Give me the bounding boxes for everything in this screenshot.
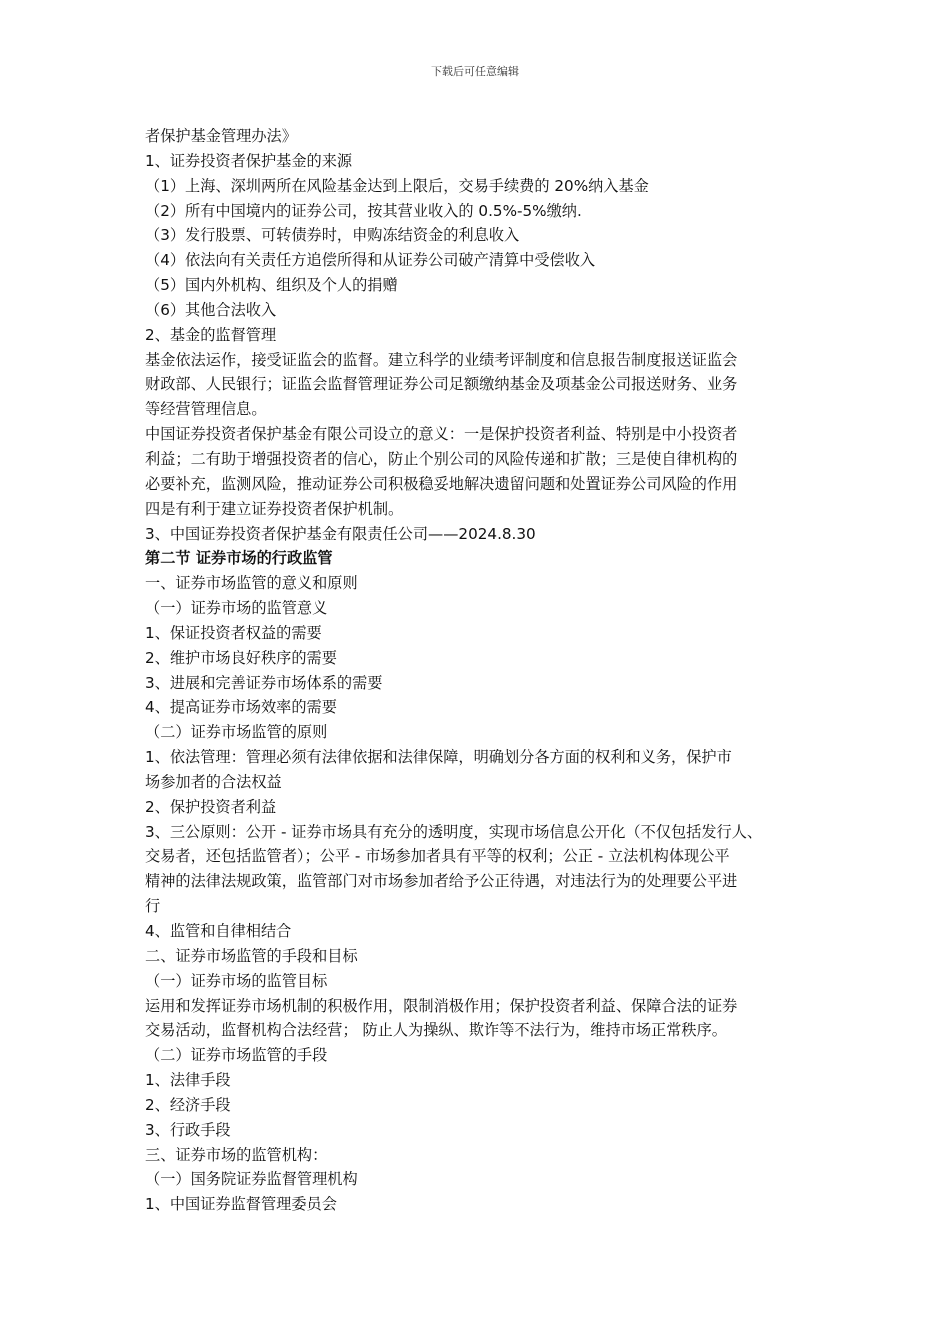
paragraph-line: 必要补充，监测风险，推动证券公司积极稳妥地解决遗留问题和处置证券公司风险的作用 (145, 474, 738, 493)
subsection-heading: （二）证券市场监管的手段 (145, 1046, 328, 1065)
list-item: （1）上海、深圳两所在风险基金达到上限后，交易手续费的 20%纳入基金 (145, 176, 649, 195)
subsection-heading: （一）国务院证券监督管理机构 (145, 1170, 358, 1189)
list-item: 2、保护投资者利益 (145, 797, 277, 816)
list-item: 4、提高证券市场效率的需要 (145, 698, 337, 717)
section-heading: 2、基金的监督管理 (145, 325, 277, 344)
list-item: 3、三公原则：公开 - 证券市场具有充分的透明度，实现市场信息公开化（不仅包括发行人、 (145, 822, 763, 841)
paragraph-line: 四是有利于建立证券投资者保护机制。 (145, 499, 404, 518)
paragraph-line: 行 (145, 897, 161, 916)
list-item: 4、监管和自律相结合 (145, 922, 292, 940)
list-item: 2、维护市场良好秩序的需要 (145, 648, 337, 667)
list-item: 1、法律手段 (145, 1071, 231, 1090)
paragraph-line: 基金依法运作，接受证监会的监督。建立科学的业绩考评制度和信息报告制度报送证监会 (145, 350, 738, 369)
list-item: 1、中国证券监督管理委员会 (145, 1195, 337, 1214)
list-item: 3、行政手段 (145, 1120, 231, 1139)
paragraph-line: 场参加者的合法权益 (145, 772, 282, 791)
list-item: 1、保证投资者权益的需要 (145, 623, 322, 642)
paragraph-line: 交易者，还包括监管者）；公平 - 市场参加者具有平等的权利；公正 - 立法机构体现公平 (145, 847, 730, 866)
chapter-heading: 第二节 证券市场的行政监管 (145, 549, 333, 568)
page-header: 下载后可任意编辑 (431, 65, 519, 78)
paragraph-line: 运用和发挥证券市场机制的积极作用，限制消极作用；保护投资者利益、保障合法的证券 (145, 996, 738, 1015)
subsection-heading: （一）证券市场的监管意义 (145, 599, 328, 618)
paragraph-line: 财政部、人民银行；证监会监督管理证券公司足额缴纳基金及项基金公司报送财务、业务 (145, 375, 738, 394)
paragraph-line: 利益；二有助于增强投资者的信心，防止个别公司的风险传递和扩散；三是使自律机构的 (145, 449, 738, 468)
section-heading: 3、中国证券投资者保护基金有限责任公司——2024.8.30 (145, 524, 536, 543)
list-item: （6）其他合法收入 (145, 300, 277, 319)
list-item: （5）国内外机构、组织及个人的捐赠 (145, 276, 398, 295)
text-line: 者保护基金管理办法》 (145, 127, 297, 145)
list-item: 2、经济手段 (145, 1095, 231, 1114)
paragraph-line: 中国证券投资者保护基金有限公司设立的意义：一是保护投资者利益、特别是中小投资者 (145, 425, 738, 444)
list-item: （2）所有中国境内的证券公司，按其营业收入的 0.5%-5%缴纳. (145, 201, 582, 220)
section-heading: 一、证券市场监管的意义和原则 (145, 574, 358, 593)
paragraph-line: 交易活动，监督机构合法经营； 防止人为操纵、欺诈等不法行为，维持市场正常秩序。 (145, 1021, 727, 1040)
paragraph-line: 等经营管理信息。 (145, 400, 267, 419)
paragraph-line: 精神的法律法规政策，监管部门对市场参加者给予公正待遇，对违法行为的处理要公平进 (145, 872, 738, 891)
section-heading: 1、证券投资者保护基金的来源 (145, 151, 353, 170)
subsection-heading: （二）证券市场监管的原则 (145, 723, 328, 742)
list-item: （3）发行股票、可转债券时，申购冻结资金的利息收入 (145, 226, 520, 245)
document-body (145, 124, 817, 1217)
subsection-heading: （一）证券市场的监管目标 (145, 971, 328, 990)
list-item: 3、进展和完善证券市场体系的需要 (145, 673, 383, 692)
section-heading: 三、证券市场的监管机构： (145, 1145, 328, 1164)
section-heading: 二、证券市场监管的手段和目标 (145, 946, 358, 965)
list-item: （4）依法向有关责任方追偿所得和从证券公司破产清算中受偿收入 (145, 251, 596, 270)
list-item: 1、依法管理：管理必须有法律依据和法律保障，明确划分各方面的权利和义务，保护市 (145, 748, 732, 767)
